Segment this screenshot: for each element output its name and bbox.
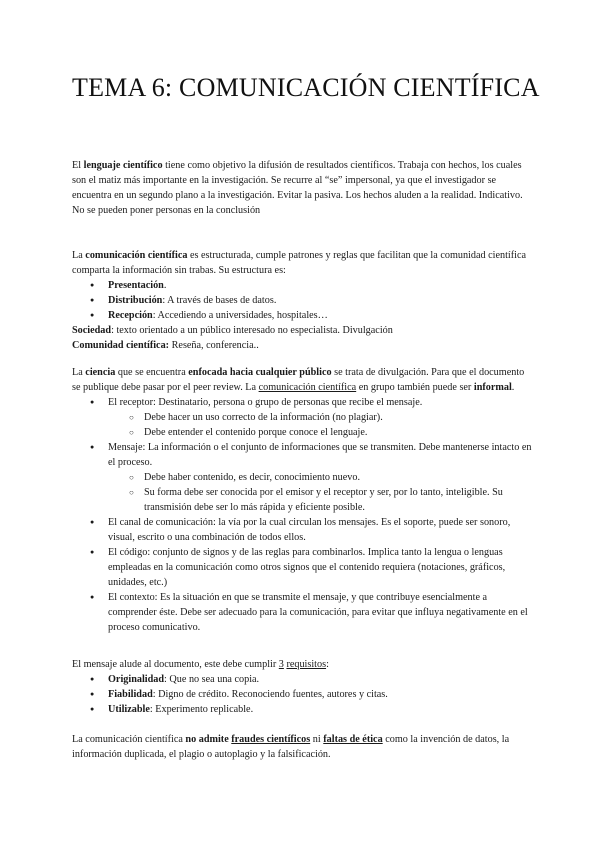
list-item: ● Originalidad: Que no sea una copia. <box>72 672 534 687</box>
list-item-mensaje: ● Mensaje: La información o el conjunto de informaciones que se transmiten. Debe mantenerse intacto en el proceso. ○ Debe haber contenido, es decir, conocimiento nuevo. ○ Su forma debe ser conocida por el emisor y el receptor y ser, por lo tanto, inteligible. Su transmisión debe ser lo más rápida y eficiente posible. <box>72 440 534 515</box>
list-item: ● Recepción: Accediendo a universidades, hospitales… <box>72 308 534 323</box>
list-item-contexto: ● El contexto: Es la situación en que se transmite el mensaje, y que contribuye esencialmente a comprender éste. Debe ser adecuado para la comunicación, para evitar que influya negativamente en el proceso comunicativo. <box>72 590 534 635</box>
list-item: ● Presentación. <box>72 278 534 293</box>
list-item-canal: ● El canal de comunicación: la vía por la cual circulan los mensajes. Es el soporte, puede ser sonoro, visual, escrito o una combinación de todos ellos. <box>72 515 534 545</box>
sub-list-item: ○ Debe entender el contenido porque conoce el lenguaje. <box>108 425 534 440</box>
list-item-receptor: ● El receptor: Destinatario, persona o grupo de personas que recibe el mensaje. ○ Debe hacer un uso correcto de la información (no plagiar). ○ Debe entender el contenido porque conoce el lenguaje. <box>72 395 534 440</box>
paragraph-comunicacion-cientifica: La comunicación científica es estructurada, cumple patrones y reglas que facilitan que la comunidad científica comparta la información sin trabas. Su estructura es: ● Presentación. ● Distribución: A través de bases de datos. ● Recepción: Accediendo a universidades, hospitales… Sociedad: texto orientado a un público interesado no especialista. Divulgación Comunidad científica: Reseña, conferencia.. <box>72 248 534 353</box>
paragraph-requisitos: El mensaje alude al documento, este debe cumplir 3 requisitos: ● Originalidad: Que no sea una copia. ● Fiabilidad: Digno de crédito. Reconociendo fuentes, autores y citas. ● Utilizable: Experimento replicable. <box>72 657 534 717</box>
list-item: ● Fiabilidad: Digno de crédito. Reconociendo fuentes, autores y citas. <box>72 687 534 702</box>
requisitos-list <box>72 672 534 717</box>
sociedad-line: Sociedad: texto orientado a un público interesado no especialista. Divulgación <box>72 325 393 336</box>
comunidad-line: Comunidad científica: Reseña, conferencia.. <box>72 340 259 351</box>
sub-list-item: ○ Debe hacer un uso correcto de la información (no plagiar). <box>108 410 534 425</box>
term-comunicacion-cientifica: comunicación científica <box>85 250 188 261</box>
list-item: ● Utilizable: Experimento replicable. <box>72 702 534 717</box>
page-title: TEMA 6: COMUNICACIÓN CIENTÍFICA <box>72 73 540 102</box>
paragraph-lenguaje-cientifico: El lenguaje científico tiene como objetivo la difusión de resultados científicos. Trabaja con hechos, los cuales son el matiz más importante en la investigación. Se recurre al “se” impersonal, ya que el investigador se encuentra en un segundo plano a la investigación. Evitar la pasiva. Los hechos aluden a la realidad. Indicativo. No se pueden poner personas en la conclusión <box>72 160 523 216</box>
structure-list <box>72 278 534 323</box>
list-item-codigo: ● El código: conjunto de signos y de las reglas para combinarlos. Implica tanto la lengua o lenguas empleadas en la comunicación como otros signos que el contenido requiera (notaciones, gráficos, unidades, etc.) <box>72 545 534 590</box>
sub-list-item: ○ Su forma debe ser conocida por el emisor y el receptor y ser, por lo tanto, inteligible. Su transmisión debe ser lo más rápida y eficiente posible. <box>108 485 534 515</box>
list-item: ● Distribución: A través de bases de datos. <box>72 293 534 308</box>
paragraph-ciencia: La ciencia que se encuentra enfocada hacia cualquier público se trata de divulgación. Para que el documento se publique debe pasar por el peer review. La comunicación científica en grupo también puede ser informal. ● El receptor: Destinatario, persona o grupo de personas que recibe el mensaje. ○ Debe hacer un uso correcto de la información (no plagiar). ○ Debe entender el contenido porque conoce el lenguaje. ● Mensaje: La información o el conjunto de informaciones que se transmiten. Debe mantenerse intacto en el proceso. ○ Debe haber contenido, es decir, conocimiento nuevo. ○ Su forma debe ser conocida por el emisor y el receptor y ser, por lo tanto, inteligible. Su transmisión debe ser lo más rápida y eficiente posible. ● El canal de comunicación: la vía por la cual circulan los mensajes. Es el soporte, puede ser sonoro, visual, escrito o una combinación de todos ellos. ● El código: conjunto de signos y de las reglas para combinarlos. Implica tanto la lengua o lenguas empleadas en la comunicación como otros signos que el contenido requiera (notaciones, gráficos, unidades, etc.) ● El contexto: Es la situación en que se transmite el mensaje, y que contribuye esencialmente a comprender éste. Debe ser adecuado para la comunicación, para evitar que influya negativamente en el proceso comunicativo. <box>72 365 534 635</box>
paragraph-fraudes: La comunicación científica no admite fraudes científicos ni faltas de ética como la invención de datos, la información duplicada, el plagio o autoplagio y la falsificación. <box>72 734 510 760</box>
term-lenguaje-cientifico: lenguaje científico <box>83 160 163 171</box>
communication-elements-list <box>72 395 534 635</box>
sub-list-item: ○ Debe haber contenido, es decir, conocimiento nuevo. <box>108 470 534 485</box>
